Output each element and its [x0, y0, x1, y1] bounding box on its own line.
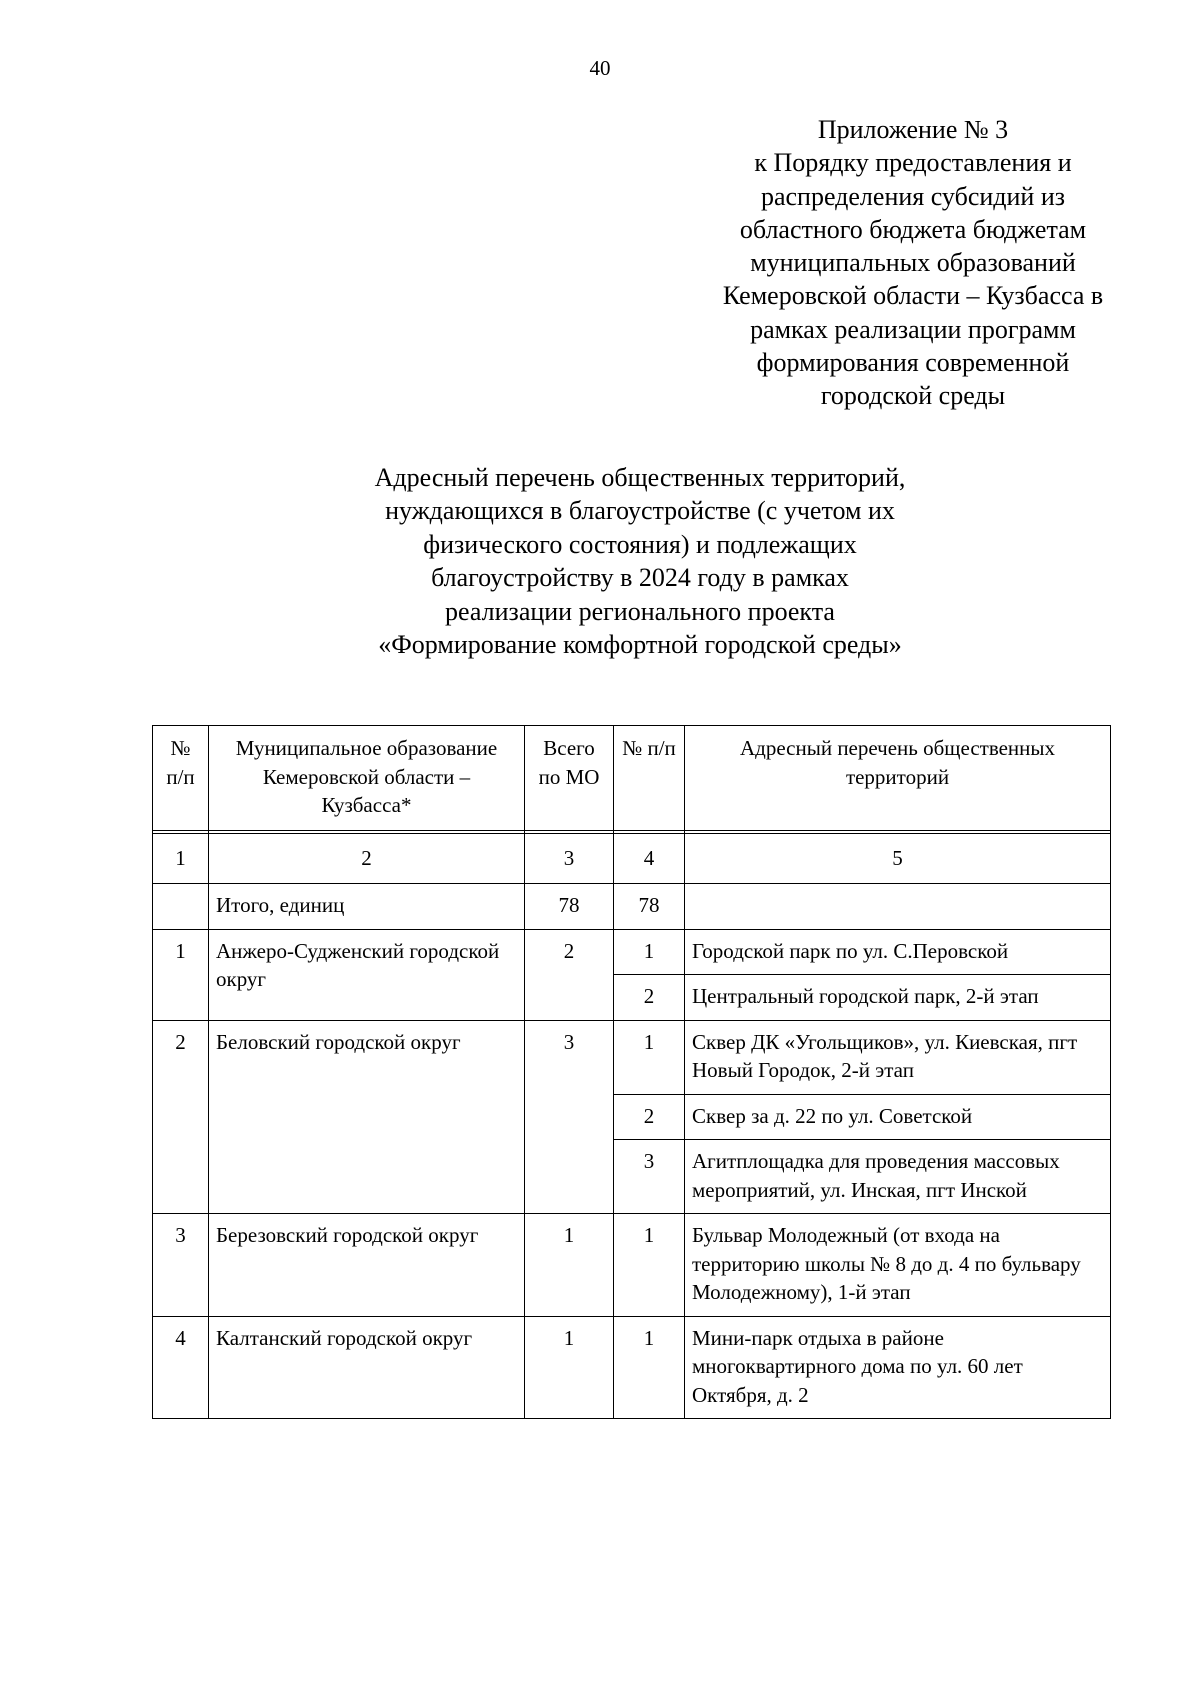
column-number: 4: [614, 833, 685, 884]
title-line: реализации регионального проекта: [445, 596, 835, 626]
title-line: физического состояния) и подлежащих: [423, 529, 857, 559]
header-address-list: Адресный перечень общественных территорий: [685, 726, 1111, 831]
appendix-line: к Порядку предоставления и: [754, 148, 1072, 178]
appendix-line: формирования современной: [756, 348, 1070, 378]
table-row: [153, 1316, 1111, 1419]
document-title: [250, 461, 1030, 661]
appendix-line: рамках реализации программ: [750, 314, 1076, 344]
header-number: № п/п: [153, 726, 209, 831]
header-municipality: Муниципальное образование Кемеровской области – Кузбасса*: [209, 726, 525, 831]
municipality-total: 2: [525, 929, 614, 1020]
municipality-number: 4: [153, 1316, 209, 1419]
appendix-line: городской среды: [820, 381, 1006, 411]
appendix-line: Кемеровской области – Кузбасса в: [722, 281, 1104, 311]
municipality-name: Беловский городской округ: [209, 1020, 525, 1214]
column-numbers-row: [153, 833, 1111, 884]
municipality-name: Березовский городской округ: [209, 1214, 525, 1317]
territories-table: [152, 725, 1111, 1419]
appendix-line: областного бюджета бюджетам: [739, 214, 1087, 244]
appendix-line: Приложение № 3: [817, 115, 1009, 144]
appendix-line: муниципальных образований: [750, 248, 1076, 278]
item-number: 1: [614, 1214, 685, 1317]
item-number: 1: [614, 1020, 685, 1094]
item-address: Бульвар Молодежный (от входа на территорию школы № 8 до д. 4 по бульвару Молодежному), 1-й этап: [685, 1214, 1111, 1317]
total-row: [153, 884, 1111, 930]
municipality-name: Анжеро-Судженский городской округ: [209, 929, 525, 1020]
item-number: 3: [614, 1140, 685, 1214]
item-number: 1: [614, 929, 685, 975]
column-number: 2: [209, 833, 525, 884]
page-number: 40: [589, 56, 611, 80]
item-address: Сквер за д. 22 по ул. Советской: [685, 1094, 1111, 1140]
column-number: 5: [685, 833, 1111, 884]
column-number: 3: [525, 833, 614, 884]
municipality-number: 3: [153, 1214, 209, 1317]
total-count-mo: 78: [525, 884, 614, 930]
total-empty-cell: [685, 884, 1111, 930]
column-number: 1: [153, 833, 209, 884]
municipality-name: Калтанский городской округ: [209, 1316, 525, 1419]
appendix-line: распределения субсидий из: [760, 181, 1066, 211]
item-address: Сквер ДК «Угольщиков», ул. Киевская, пгт Новый Городок, 2-й этап: [685, 1020, 1111, 1094]
table-row: [153, 1020, 1111, 1094]
item-address: Городской парк по ул. С.Перовской: [685, 929, 1111, 975]
title-line: Адресный перечень общественных территорий,: [374, 463, 906, 492]
title-line: «Формирование комфортной городской среды»: [378, 630, 902, 660]
item-number: 1: [614, 1316, 685, 1419]
municipality-total: 3: [525, 1020, 614, 1214]
total-empty-cell: [153, 884, 209, 930]
title-line: нуждающихся в благоустройстве (с учетом их: [385, 496, 895, 526]
title-line: благоустройству в 2024 году в рамках: [431, 563, 849, 593]
table-row: [153, 929, 1111, 975]
total-label: Итого, единиц: [209, 884, 525, 930]
total-count-items: 78: [614, 884, 685, 930]
item-address: Мини-парк отдыха в районе многоквартирного дома по ул. 60 лет Октября, д. 2: [685, 1316, 1111, 1419]
appendix-heading: [688, 113, 1138, 413]
header-item-number: № п/п: [614, 726, 685, 831]
table-row: [153, 1214, 1111, 1317]
municipality-total: 1: [525, 1316, 614, 1419]
item-address: Агитплощадка для проведения массовых мероприятий, ул. Инская, пгт Инской: [685, 1140, 1111, 1214]
header-total: Всего по МО: [525, 726, 614, 831]
table-header-row: [153, 726, 1111, 831]
item-number: 2: [614, 975, 685, 1021]
item-number: 2: [614, 1094, 685, 1140]
item-address: Центральный городской парк, 2-й этап: [685, 975, 1111, 1021]
municipality-total: 1: [525, 1214, 614, 1317]
municipality-number: 1: [153, 929, 209, 1020]
municipality-number: 2: [153, 1020, 209, 1214]
